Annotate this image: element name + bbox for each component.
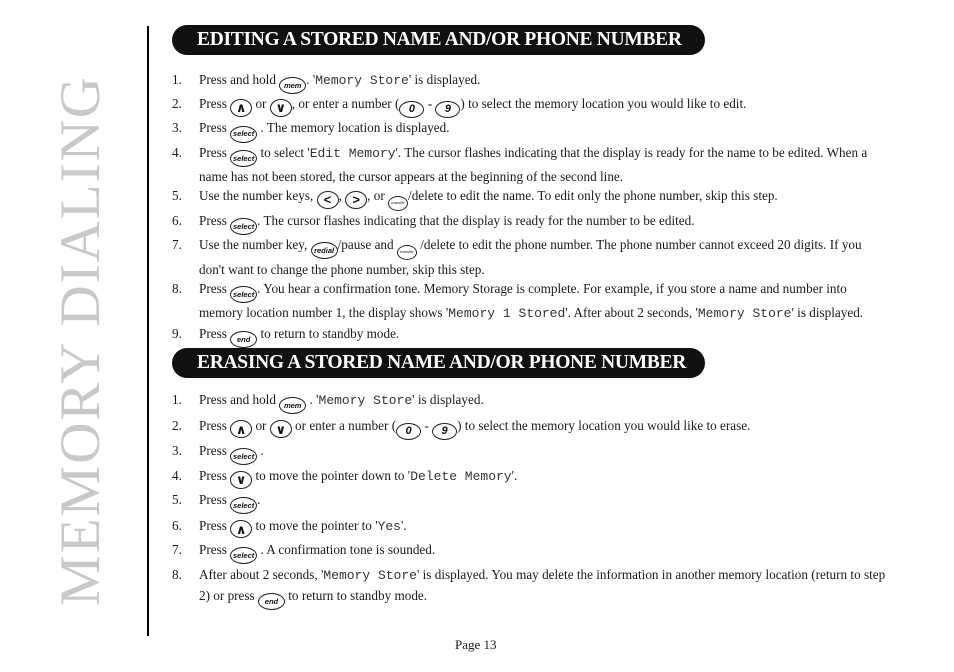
display-text: Memory Store — [697, 306, 792, 322]
redial-key-icon: redial — [311, 242, 338, 259]
down-key-icon: ∨ — [270, 99, 292, 117]
editing-step-6: 6. Press select . The cursor flashes indicating that the display is ready for the number to be edited. — [172, 211, 887, 235]
vertical-divider — [147, 26, 149, 636]
erasing-step-2: 2. Press ∧ or ∨ or enter a number ( 0 - 9 ) to select the memory location you would like to erase. — [172, 416, 887, 440]
erasing-step-5: 5. Press select . — [172, 490, 887, 514]
erasing-step-1: 1. Press and hold mem . 'Memory Store' is displayed. — [172, 390, 887, 414]
erasing-step-7: 7. Press select . A confirmation tone is sounded. — [172, 540, 887, 564]
select-key-icon: select — [230, 126, 257, 143]
select-key-icon: select — [230, 497, 257, 514]
select-key-icon: select — [230, 218, 257, 235]
up-key-icon: ∧ — [230, 520, 252, 538]
erasing-steps-list — [172, 390, 887, 611]
end-key-icon: end — [230, 331, 257, 348]
zero-key-icon: 0 — [399, 101, 424, 118]
side-title-text: MEMORY DIALING — [48, 74, 112, 606]
select-key-icon: select — [230, 547, 257, 564]
left-key-icon: < — [317, 191, 339, 209]
transfer-key-icon: transfer — [388, 196, 408, 211]
editing-step-9: 9. Press end to return to standby mode. — [172, 324, 887, 348]
end-key-icon: end — [258, 593, 285, 610]
mem-key-icon: mem — [279, 77, 306, 94]
display-text: Yes — [377, 518, 401, 534]
select-key-icon: select — [230, 286, 257, 303]
editing-step-7: 7. Use the number key, redial /pause and transfer /delete to edit the phone number. The phone number cannot exceed 20 digits. If you don't want to change the phone number, skip this step. — [172, 237, 862, 277]
editing-step-8: 8. Press select . You hear a confirmation tone. Memory Storage is complete. For example, if you store a name and number into memory location number 1, the display shows 'Memory 1 Stored'. After about 2 seconds, 'Memory Store' is displayed. — [172, 281, 864, 322]
editing-step-4: 4. Press select to select 'Edit Memory'. The cursor flashes indicating that the display is ready for the name to be edited. When a name has not been stored, the cursor appears at the beginning of the second line. — [172, 144, 868, 184]
zero-key-icon: 0 — [396, 423, 421, 440]
page-number: Page 13 — [455, 637, 497, 652]
display-text: Delete Memory — [410, 469, 512, 485]
erasing-step-4: 4. Press ∨ to move the pointer down to 'Delete Memory'. — [172, 468, 518, 488]
display-text: Memory Store — [318, 393, 413, 408]
display-text: Edit Memory — [309, 145, 396, 161]
section-editing-title: EDITING A STORED NAME AND/OR PHONE NUMBER — [172, 25, 705, 55]
up-key-icon: ∧ — [230, 99, 252, 117]
editing-steps-list — [172, 70, 887, 348]
down-key-icon: ∨ — [270, 420, 292, 438]
side-title — [48, 74, 112, 606]
mem-key-icon: mem — [279, 397, 306, 414]
select-key-icon: select — [230, 150, 257, 167]
editing-step-1: 1. Press and hold mem . 'Memory Store' is displayed. — [172, 70, 887, 94]
display-text: Memory 1 Stored — [448, 306, 566, 322]
display-text: Memory Store — [315, 73, 409, 88]
editing-step-5: 5. Use the number keys, < , > , or transfer /delete to edit the name. To edit only the phone number, skip this step. — [172, 186, 887, 211]
erasing-step-8: 8. After about 2 seconds, 'Memory Store' is displayed. You may delete the information in another memory location (return to step 2) or press end to return to standby mode. — [172, 565, 887, 610]
display-text: Memory Store — [323, 568, 417, 584]
nine-key-icon: 9 — [432, 423, 457, 440]
transfer-key-icon: transfer — [397, 245, 417, 260]
editing-step-2: 2. Press ∧ or ∨ , or enter a number ( 0 - 9 ) to select the memory location you would like to edit. — [172, 94, 887, 118]
section-erasing-title: ERASING A STORED NAME AND/OR PHONE NUMBER — [172, 348, 705, 378]
right-key-icon: > — [345, 191, 367, 209]
erasing-step-3: 3. Press select . — [172, 441, 887, 465]
nine-key-icon: 9 — [435, 101, 460, 118]
erasing-step-6: 6. Press ∧ to move the pointer to 'Yes'. — [172, 517, 407, 537]
up-key-icon: ∧ — [230, 420, 252, 438]
down-key-icon: ∨ — [230, 471, 252, 489]
select-key-icon: select — [230, 448, 257, 465]
editing-step-3: 3. Press select . The memory location is displayed. — [172, 118, 887, 142]
